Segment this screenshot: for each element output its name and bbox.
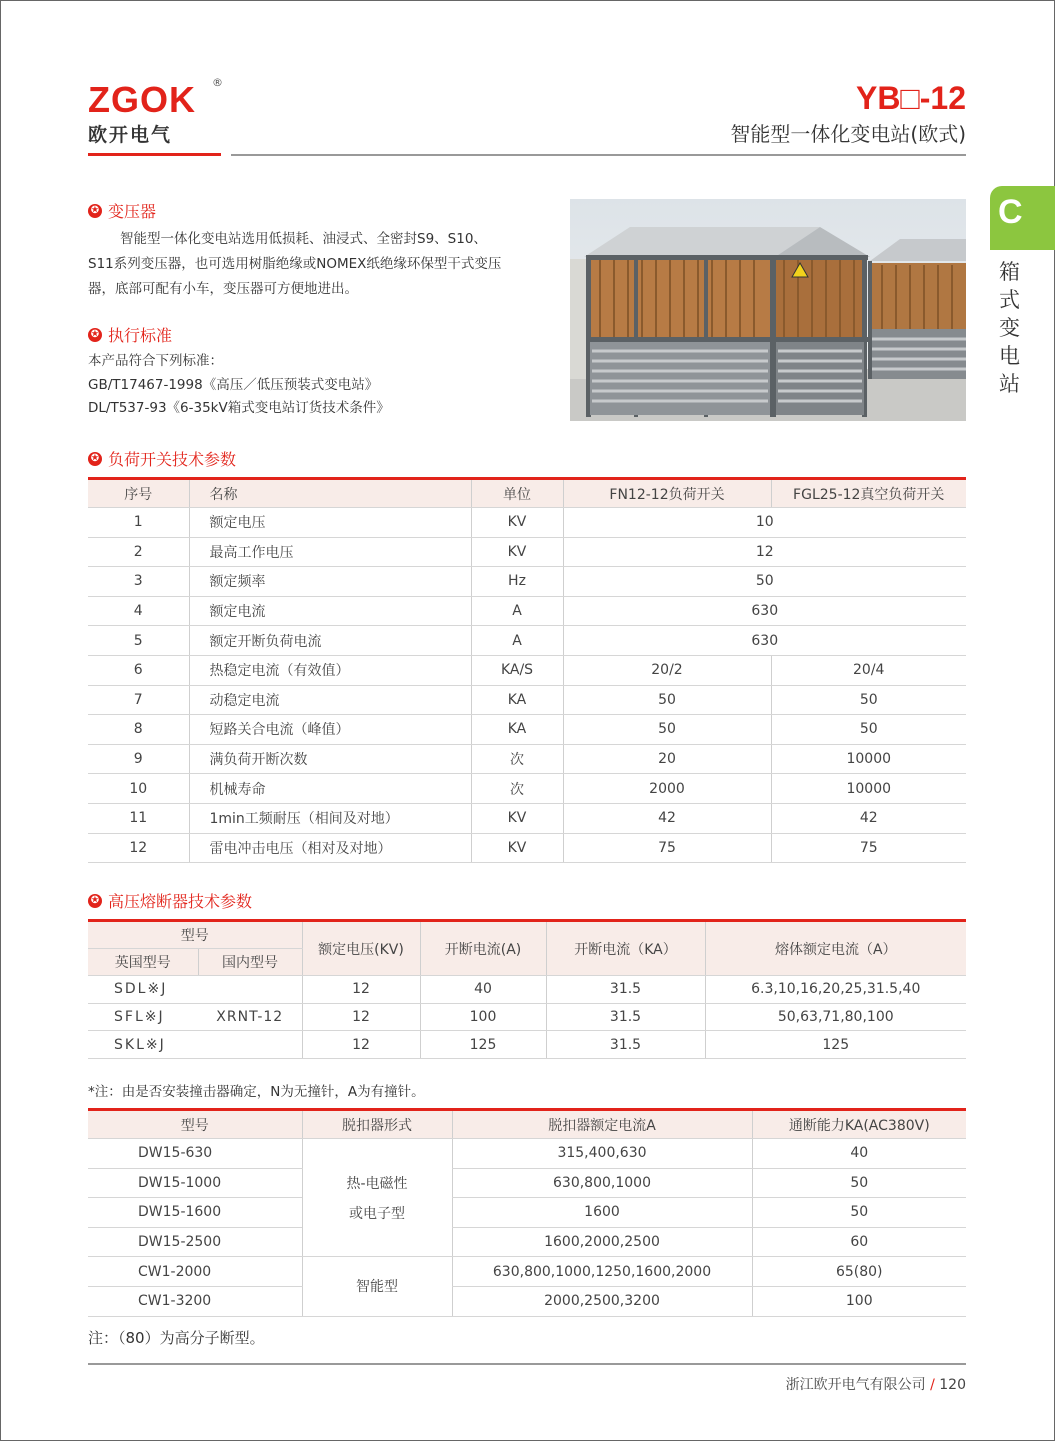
table-row: DW15-1600 1600 50 [88,1198,966,1228]
col-header-model: 型号 [88,1110,302,1139]
table-row: 12 雷电冲击电压（相对及对地） KV 75 75 [88,833,966,863]
breaker-note: 注：（80）为高分子断型。 [88,1329,265,1347]
table-row: SDL※J 12 40 31.5 6.3,10,16,20,25,31.5,40 [88,976,966,1004]
star-bullet-icon: ✪ [88,894,102,908]
table-row: 5 额定开断负荷电流 A 630 [88,626,966,656]
col-header-release-current: 脱扣器额定电流A [452,1110,752,1139]
col-header-name: 名称 [189,479,471,508]
col-header-break-ka: 开断电流（KA） [546,921,705,976]
brand-logo [88,76,223,147]
table-row: 2 最高工作电压 KV 12 [88,537,966,567]
release-type-thermal: 热-电磁性 或电子型 [302,1139,452,1257]
registered-mark: ® [212,76,223,89]
col-header-unit: 单位 [471,479,563,508]
section-title-standard: ✪ 执行标准 [88,323,172,346]
header-divider [231,154,966,156]
table-row: SFL※J XRNT-12 12 100 31.5 50,63,71,80,100 [88,1003,966,1031]
fuse-table [88,919,966,1059]
table-row: 3 额定频率 Hz 50 [88,567,966,597]
breaker-table [88,1108,966,1317]
table-row: 8 短路关合电流（峰值） KA 50 50 [88,715,966,745]
col-header-cn-model: 国内型号 [198,949,302,976]
footer-divider [88,1363,966,1365]
product-model: YB□-12 [855,80,966,116]
release-type-intelligent: 智能型 [302,1257,452,1316]
category-label: 箱式变电站 [999,260,1020,396]
table-row: DW15-2500 1600,2000,2500 60 [88,1227,966,1257]
footer-separator: / [925,1377,940,1393]
table-row: CW1-3200 2000,2500,3200 100 [88,1286,966,1316]
table-row: 7 动稳定电流 KA 50 50 [88,685,966,715]
section-title-load-switch: ✪ 负荷开关技术参数 [88,447,236,470]
header-accent-line [88,153,221,156]
col-header-release-type: 脱扣器形式 [302,1110,452,1139]
col-header-fn12: FN12-12负荷开关 [563,479,771,508]
page-number: 120 [939,1377,966,1393]
col-header-en-model: 英国型号 [88,949,198,976]
star-bullet-icon: ✪ [88,452,102,466]
table-row: 10 机械寿命 次 2000 10000 [88,774,966,804]
page-footer [786,1374,966,1394]
col-header-no: 序号 [88,479,189,508]
table-row: 4 额定电流 A 630 [88,596,966,626]
standard-list: 本产品符合下列标准： GB/T17467-1998《高压／低压预装式变电站》 DL/T537-93《6-35kV箱式变电站订货技术条件》 [88,353,390,416]
col-header-fgl25: FGL25-12真空负荷开关 [771,479,966,508]
product-subtitle: 智能型一体化变电站(欧式) [730,122,966,146]
col-header-voltage: 额定电压(KV) [302,921,420,976]
section-title-fuse: ✪ 高压熔断器技术参数 [88,889,252,912]
logo-subtitle: 欧开电气 [88,124,173,146]
star-bullet-icon: ✪ [88,204,102,218]
section-title-transformer: ✪ 变压器 [88,199,156,222]
col-header-model: 型号 [88,921,302,949]
transformer-description: 智能型一体化变电站选用低损耗、油浸式、全密封S9、S10、 S11系列变压器，也可选用树脂绝缘或NOMEX纸绝缘环保型干式变压 器，底部可配有小车，变压器可方便地进出。 [88,231,502,297]
category-letter: C [998,193,1023,231]
logo-text: ZGOK [88,79,196,120]
col-header-break-current: 开断电流(A) [420,921,546,976]
company-name: 浙江欧开电气有限公司 [785,1377,926,1393]
table-row: SKL※J 12 125 31.5 125 [88,1031,966,1059]
table-row: 6 热稳定电流（有效值） KA/S 20/2 20/4 [88,655,966,685]
col-header-melt-current: 熔体额定电流（A） [705,921,966,976]
star-bullet-icon: ✪ [88,328,102,342]
table-row: DW15-1000 630,800,1000 50 [88,1168,966,1198]
col-header-capacity: 通断能力KA(AC380V) [752,1110,966,1139]
table-row: 11 1min工频耐压（相间及对地） KV 42 42 [88,803,966,833]
load-switch-table [88,477,966,863]
substation-image [570,199,966,421]
fuse-note: *注：由是否安装撞击器确定，N为无撞针，A为有撞针。 [88,1084,425,1100]
table-row: CW1-2000 智能型 630,800,1000,1250,1600,2000 65(80) [88,1257,966,1287]
table-row: 1 额定电压 KV 10 [88,508,966,538]
table-row: 9 满负荷开断次数 次 20 10000 [88,744,966,774]
substation-photo [570,199,966,421]
table-row: DW15-630 热-电磁性 或电子型 315,400,630 40 [88,1139,966,1169]
